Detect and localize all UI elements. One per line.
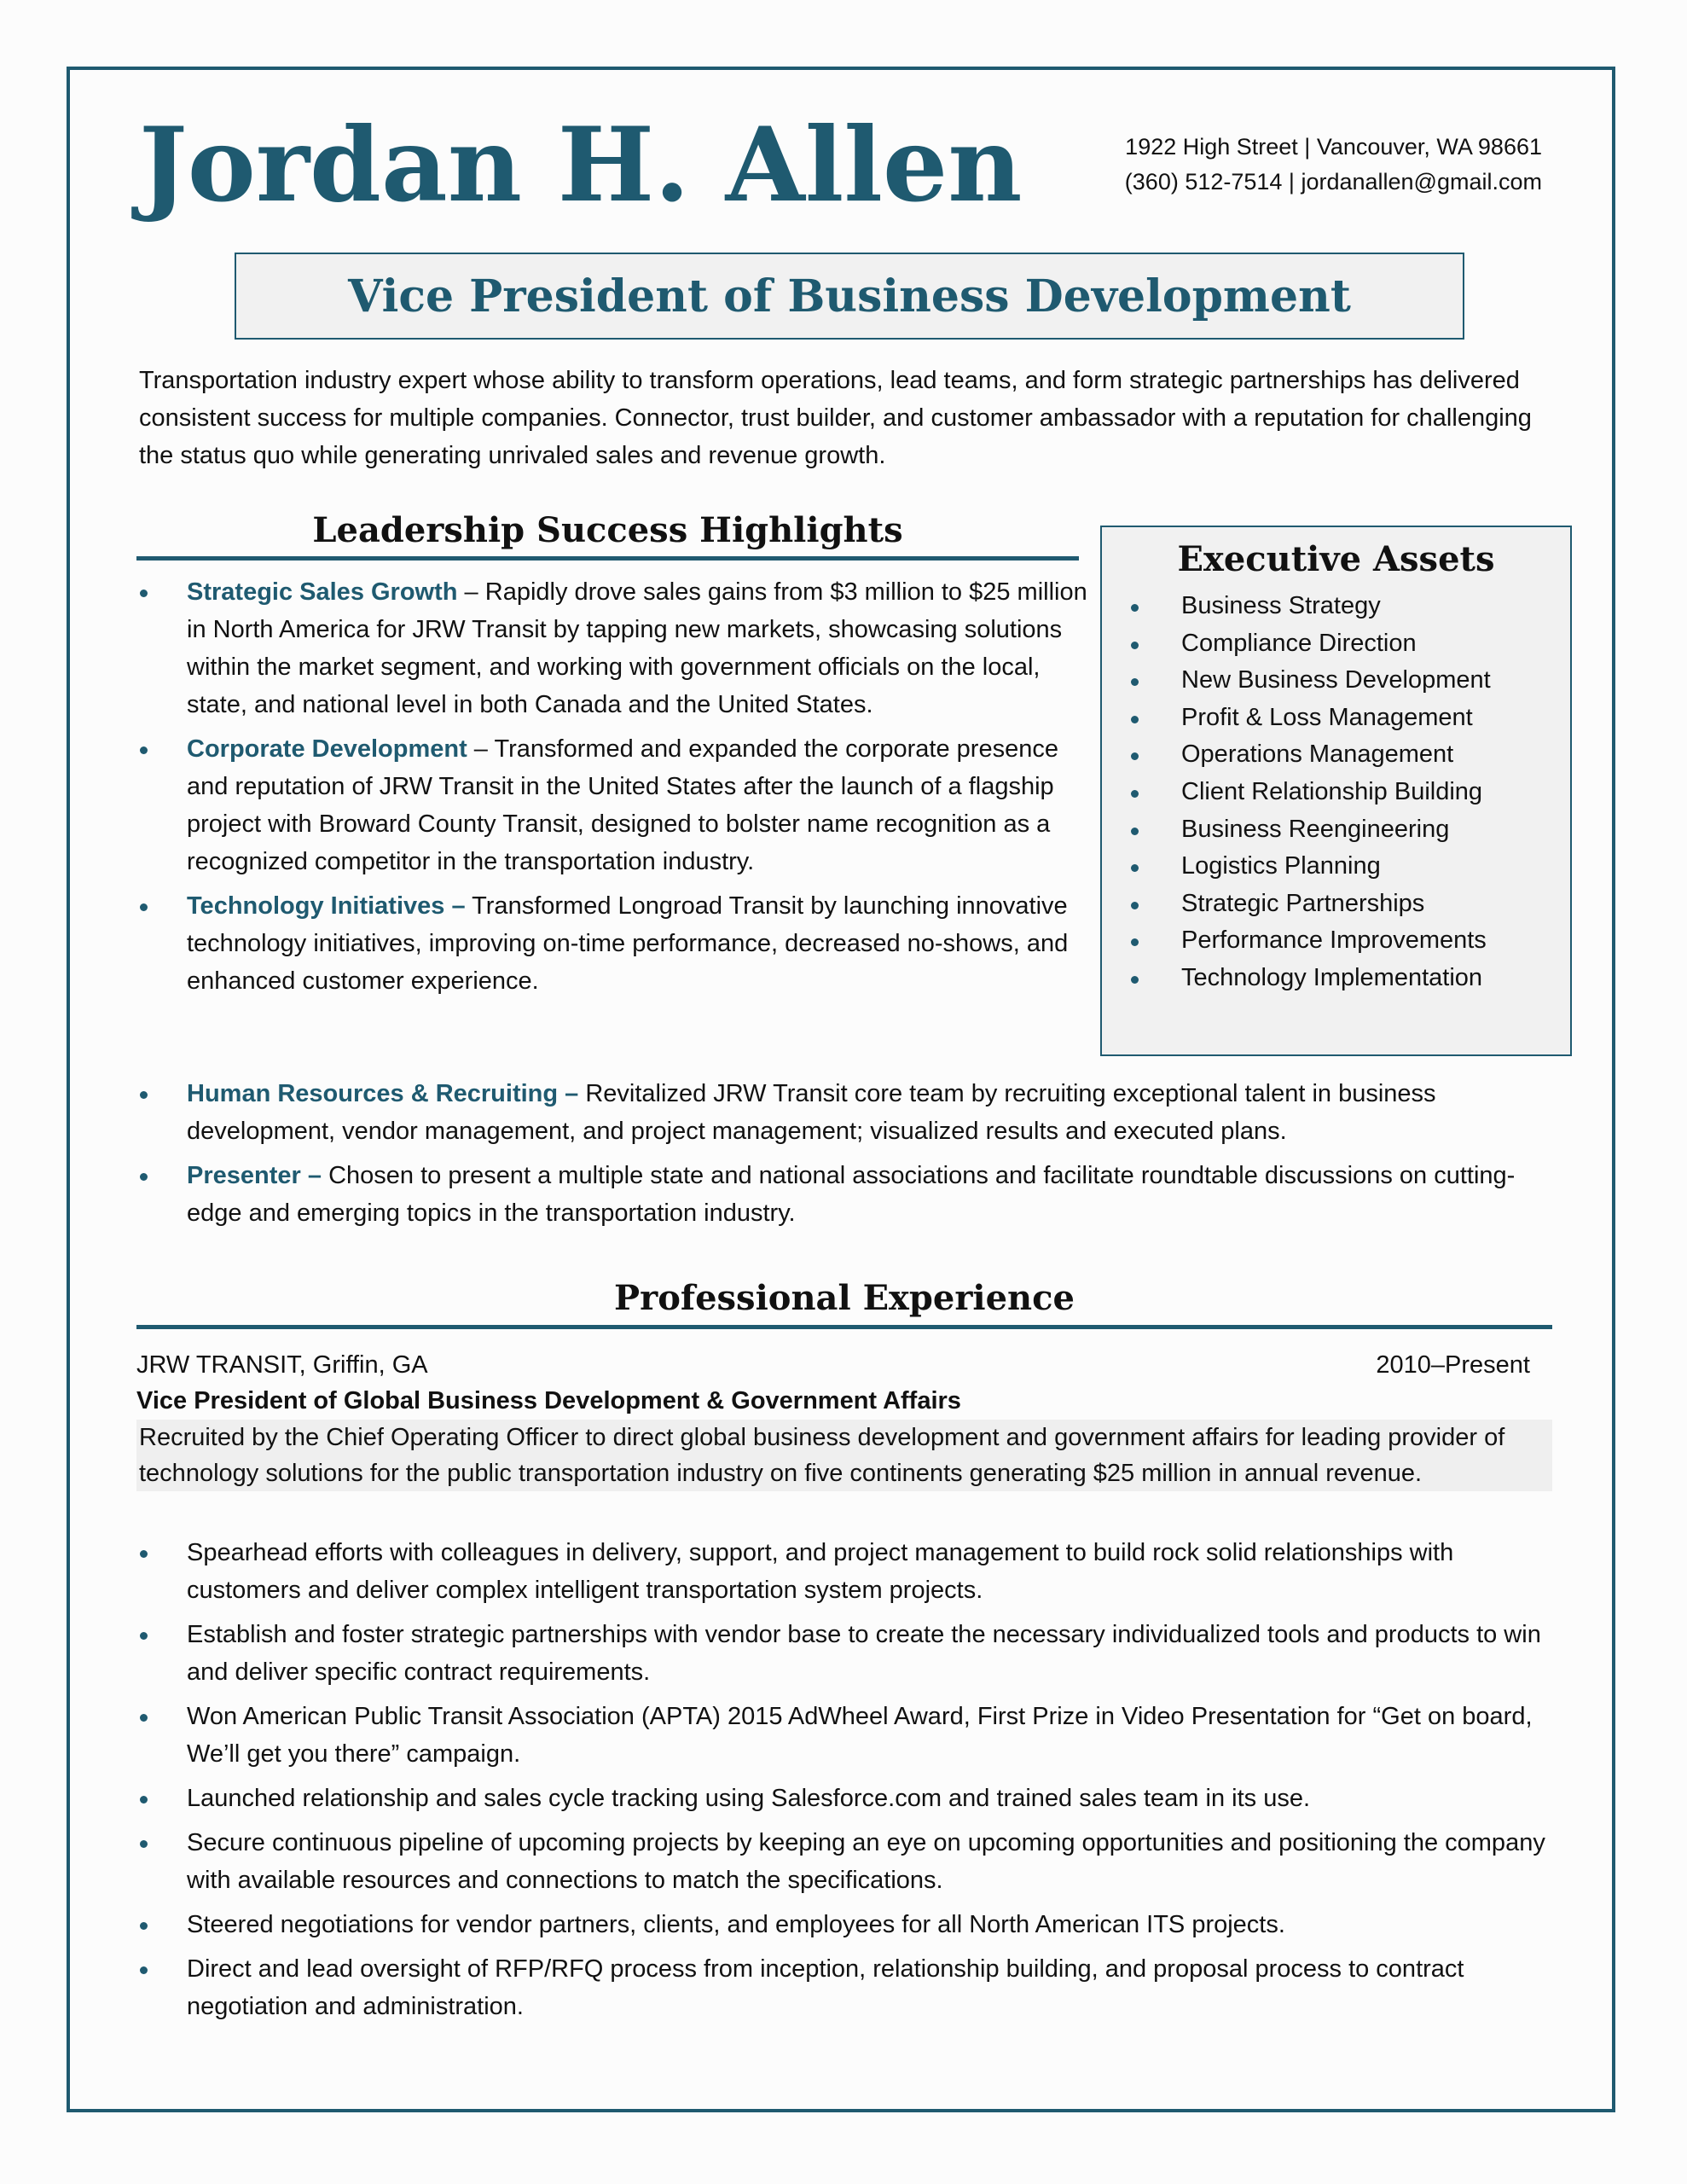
bullet-icon bbox=[1131, 604, 1139, 612]
highlight-text: Transformed and expanded the corporate presence and reputation of JRW Transit in the United States after the launch of a flagship project with Broward County Transit, designed to bolster name recognition as a recognized competitor in the transportation industry. bbox=[187, 735, 1058, 875]
experience-item: Steered negotiations for vendor partners, clients, and employees for all North American ITS projects. bbox=[136, 1906, 1552, 1943]
experience-item: Launched relationship and sales cycle tracking using Salesforce.com and trained sales team in its use. bbox=[136, 1780, 1552, 1817]
bullet-icon bbox=[140, 1632, 148, 1640]
highlights-heading: Leadership Success Highlights bbox=[312, 510, 903, 550]
bullet-icon bbox=[1131, 752, 1139, 760]
highlight-item: Strategic Sales Growth – Rapidly drove sales gains from $3 million to $25 million in North America for JRW Transit by tapping new markets, showcasing solutions within the market segment, and working with government officials on the local, state, and national level in both Canada and the United States. bbox=[136, 573, 1092, 723]
highlight-text: Rapidly drove sales gains from $3 million to $25 million in North America for JRW Transit by tapping new markets, showcasing solutions within the market segment, and working with government officials on the local, state, and national level in both Canada and the United States. bbox=[187, 578, 1087, 718]
highlights-list-upper bbox=[136, 573, 1092, 1000]
asset-item: Profit & Loss Management bbox=[1128, 700, 1570, 737]
bullet-icon bbox=[140, 1091, 148, 1099]
bullet-icon bbox=[1131, 828, 1139, 835]
highlight-item bbox=[136, 887, 1092, 1000]
experience-item: Direct and lead oversight of RFP/RFQ process from inception, relationship building, and proposal process to contract negotiation and administration. bbox=[136, 1950, 1552, 2025]
bullet-icon bbox=[140, 1922, 148, 1930]
bullet-icon bbox=[140, 1840, 148, 1848]
highlight-item bbox=[136, 1157, 1552, 1232]
bullet-icon bbox=[1131, 716, 1139, 723]
bullet-icon bbox=[140, 1714, 148, 1722]
highlight-label: Presenter – bbox=[187, 1162, 322, 1189]
job-title-banner bbox=[235, 253, 1464, 340]
highlight-text: Transformed Longroad Transit by launching innovative technology initiatives, improving on-time performance, decreased no-shows, and enhanced customer experience. bbox=[187, 892, 1069, 995]
highlight-text: Chosen to present a multiple state and national associations and facilitate roundtable discussions on cutting-edge and emerging topics in the transportation industry. bbox=[187, 1162, 1516, 1227]
asset-item: Technology Implementation bbox=[1128, 960, 1570, 997]
highlight-label: Technology Initiatives – bbox=[187, 892, 466, 920]
bullet-icon bbox=[1131, 902, 1139, 909]
bullet-icon bbox=[140, 903, 148, 911]
professional-summary: Transportation industry expert whose ability to transform operations, lead teams, and form strategic partnerships has delivered consistent success for multiple companies. Connector, trust builder, and customer ambassador with a reputation for challenging the status quo while generating unrivaled sales and revenue growth. bbox=[139, 367, 1532, 469]
asset-item: Compliance Direction bbox=[1128, 625, 1570, 663]
experience-rule bbox=[136, 1325, 1552, 1329]
company-location: JRW TRANSIT, Griffin, GA bbox=[136, 1351, 428, 1379]
experience-bullets bbox=[136, 1534, 1552, 2032]
bullet-icon bbox=[1131, 864, 1139, 872]
bullet-icon bbox=[140, 1550, 148, 1558]
bullet-icon bbox=[140, 1796, 148, 1804]
experience-heading: Professional Experience bbox=[614, 1278, 1075, 1318]
asset-item: New Business Development bbox=[1128, 662, 1570, 700]
bullet-icon bbox=[140, 1173, 148, 1181]
address-line: 1922 High Street | Vancouver, WA 98661 bbox=[1125, 134, 1542, 160]
asset-item: Strategic Partnerships bbox=[1128, 886, 1570, 923]
contact-info bbox=[1125, 130, 1542, 200]
highlight-item bbox=[136, 1075, 1552, 1150]
highlights-upper bbox=[136, 573, 1092, 1007]
phone-email-line: (360) 512-7514 | jordanallen@gmail.com bbox=[1124, 169, 1542, 195]
asset-item: Business Strategy bbox=[1128, 588, 1570, 625]
asset-item: Operations Management bbox=[1128, 736, 1570, 774]
assets-heading: Executive Assets bbox=[1177, 539, 1495, 579]
employment-dates: 2010–Present bbox=[1376, 1351, 1530, 1379]
candidate-name: Jordan H. Allen bbox=[139, 105, 1023, 225]
experience-item: Establish and foster strategic partnerships with vendor base to create the necessary individualized tools and products to win and deliver specific contract requirements. bbox=[136, 1616, 1552, 1691]
bullet-icon bbox=[1131, 938, 1139, 946]
experience-item: Spearhead efforts with colleagues in delivery, support, and project management to build rock solid relationships with customers and deliver complex intelligent transportation system projects. bbox=[136, 1534, 1552, 1609]
highlight-label: Corporate Development bbox=[187, 735, 467, 763]
asset-item: Logistics Planning bbox=[1128, 848, 1570, 886]
highlights-list-lower bbox=[136, 1075, 1552, 1232]
asset-item: Business Reengineering bbox=[1128, 811, 1570, 849]
asset-item: Performance Improvements bbox=[1128, 922, 1570, 960]
role-summary: Recruited by the Chief Operating Officer to direct global business development and government affairs for leading provider of technology solutions for the public transportation industry on five continents generating $25 million in annual revenue. bbox=[136, 1420, 1552, 1491]
experience-item: Won American Public Transit Association (APTA) 2015 AdWheel Award, First Prize in Video Presentation for “Get on board, We’ll get you there” campaign. bbox=[136, 1698, 1552, 1773]
bullet-icon bbox=[1131, 642, 1139, 649]
highlights-lower bbox=[136, 1075, 1552, 1239]
highlight-label: Human Resources & Recruiting – bbox=[187, 1080, 579, 1107]
asset-item: Client Relationship Building bbox=[1128, 774, 1570, 811]
highlight-item: Corporate Development – Transformed and expanded the corporate presence and reputation of JRW Transit in the United States after the launch of a flagship project with Broward County Transit, designed to bolster name recognition as a recognized competitor in the transportation industry. bbox=[136, 730, 1092, 880]
highlights-rule bbox=[136, 556, 1079, 561]
bullet-icon bbox=[1131, 678, 1139, 686]
bullet-icon bbox=[1131, 976, 1139, 984]
bullet-icon bbox=[140, 1966, 148, 1974]
assets-list bbox=[1102, 588, 1570, 997]
highlight-text: Revitalized JRW Transit core team by recruiting exceptional talent in business development, vendor management, and project management; visualized results and executed plans. bbox=[187, 1080, 1436, 1145]
role-title: Vice President of Global Business Development & Government Affairs bbox=[136, 1387, 961, 1414]
experience-item: Secure continuous pipeline of upcoming projects by keeping an eye on upcoming opportunities and positioning the company with available resources and connections to match the specifications. bbox=[136, 1824, 1552, 1899]
highlight-label: Strategic Sales Growth bbox=[187, 578, 458, 606]
bullet-icon bbox=[140, 746, 148, 754]
bullet-icon bbox=[140, 590, 148, 597]
executive-assets-box bbox=[1100, 526, 1572, 1056]
job-title-text: Vice President of Business Development bbox=[348, 270, 1351, 322]
experience-list bbox=[136, 1534, 1552, 2025]
bullet-icon bbox=[1131, 790, 1139, 798]
